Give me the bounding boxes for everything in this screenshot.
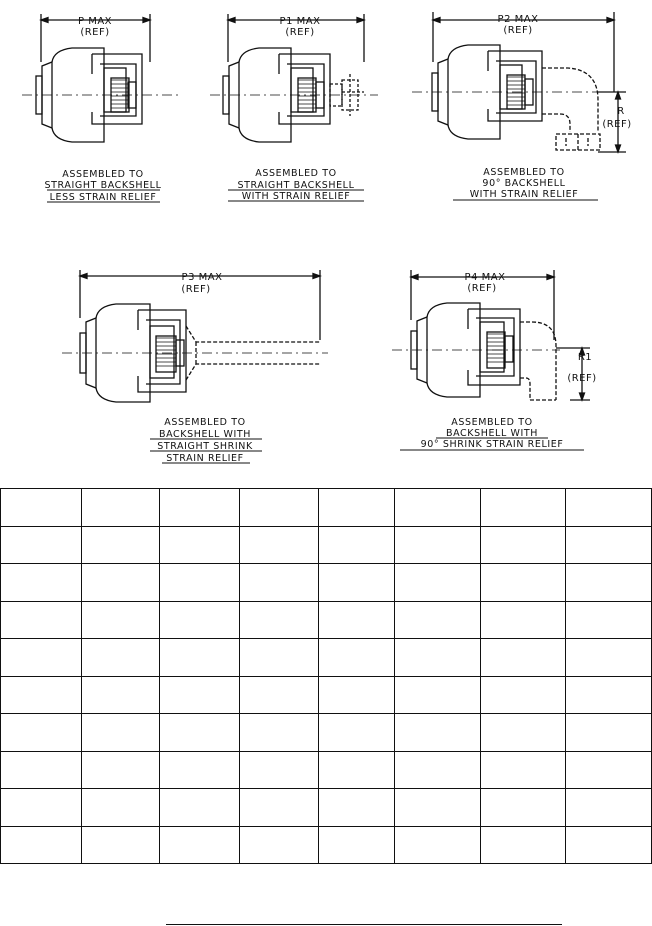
table-cell [160, 789, 240, 827]
table-cell [395, 826, 481, 864]
table-cell [1, 639, 82, 677]
data-table [0, 488, 652, 864]
svg-text:ASSEMBLED TO: ASSEMBLED TO [62, 169, 144, 180]
table-cell [395, 601, 481, 639]
dimension-p3-max [80, 270, 320, 340]
table-cell [82, 564, 160, 602]
table-row [1, 526, 652, 564]
table-cell [82, 751, 160, 789]
table-cell [566, 489, 652, 527]
dim-ref-p2: (REF) [503, 25, 533, 36]
table-cell [481, 601, 566, 639]
table-cell [319, 489, 395, 527]
svg-text:WITH STRAIN RELIEF: WITH STRAIN RELIEF [469, 189, 579, 200]
table-cell [566, 526, 652, 564]
table-cell [481, 789, 566, 827]
svg-text:ASSEMBLED TO: ASSEMBLED TO [483, 167, 565, 178]
footer-rule [166, 924, 562, 925]
table-cell [566, 714, 652, 752]
table-cell [566, 789, 652, 827]
table-cell [160, 751, 240, 789]
connector-body [62, 304, 328, 402]
table-cell [240, 676, 319, 714]
table-row [1, 639, 652, 677]
dimension-p4-max [411, 270, 554, 340]
dimension-p2-max [433, 12, 614, 92]
svg-text:STRAIGHT BACKSHELL: STRAIGHT BACKSHELL [237, 180, 355, 191]
table-cell [395, 639, 481, 677]
dim-label-p4: P4 MAX [464, 272, 506, 283]
dim-label-p3: P3 MAX [181, 272, 223, 283]
svg-text:STRAIGHT BACKSHELL: STRAIGHT BACKSHELL [44, 180, 162, 191]
table-cell [240, 789, 319, 827]
table-cell [319, 639, 395, 677]
table-cell [240, 489, 319, 527]
table-cell [1, 676, 82, 714]
table-cell [566, 639, 652, 677]
table-cell [82, 526, 160, 564]
dim-ref-p1: (REF) [285, 27, 315, 38]
dim-ref-p: (REF) [80, 27, 110, 38]
dimension-p1-max [228, 14, 364, 62]
table-row [1, 789, 652, 827]
caption-view-3 [453, 167, 598, 200]
table-cell [395, 751, 481, 789]
table-cell [481, 564, 566, 602]
table-cell [566, 676, 652, 714]
connector-body [392, 303, 560, 400]
dim-label-p2: P2 MAX [497, 14, 539, 25]
view-90-with-relief [412, 12, 632, 200]
elbow-shrink-sleeve [520, 322, 556, 400]
table-cell [566, 564, 652, 602]
table-cell [160, 639, 240, 677]
table-cell [395, 564, 481, 602]
connector-body [210, 48, 378, 142]
table-row [1, 826, 652, 864]
svg-text:ASSEMBLED TO: ASSEMBLED TO [164, 417, 246, 428]
table-cell [395, 789, 481, 827]
table-cell [319, 714, 395, 752]
svg-text:90° SHRINK STRAIN RELIEF: 90° SHRINK STRAIN RELIEF [420, 439, 564, 450]
table-row [1, 564, 652, 602]
caption-view-1 [45, 169, 162, 203]
dimension-p-max [41, 14, 150, 62]
table-cell [240, 826, 319, 864]
svg-text:90° BACKSHELL: 90° BACKSHELL [482, 178, 566, 189]
dimension-r [598, 92, 632, 152]
table-cell [240, 526, 319, 564]
connector-body [22, 48, 178, 142]
table-row [1, 751, 652, 789]
table-cell [240, 751, 319, 789]
table-cell [160, 826, 240, 864]
table-cell [82, 676, 160, 714]
table-cell [566, 751, 652, 789]
table-cell [481, 526, 566, 564]
connector-body [412, 45, 600, 150]
table-cell [395, 489, 481, 527]
caption-view-2 [228, 168, 364, 202]
table-row [1, 601, 652, 639]
dim-ref-p3: (REF) [181, 284, 211, 295]
table-cell [82, 489, 160, 527]
table-cell [319, 826, 395, 864]
table-cell [395, 714, 481, 752]
svg-text:STRAIGHT SHRINK: STRAIGHT SHRINK [157, 441, 253, 452]
table-cell [481, 714, 566, 752]
table-cell [1, 826, 82, 864]
table-cell [240, 601, 319, 639]
table-cell [82, 789, 160, 827]
table-cell [240, 639, 319, 677]
table-cell [319, 789, 395, 827]
table-cell [160, 714, 240, 752]
table-cell [319, 751, 395, 789]
dim-ref-r: (REF) [602, 119, 632, 130]
dim-ref-r1: (REF) [567, 373, 597, 384]
view-90-shrink [392, 270, 597, 450]
svg-text:STRAIN RELIEF: STRAIN RELIEF [166, 453, 244, 464]
dim-label-p1: P1 MAX [279, 16, 321, 27]
table-cell [566, 601, 652, 639]
table-cell [319, 526, 395, 564]
table-cell [481, 751, 566, 789]
table-cell [160, 489, 240, 527]
table-cell [481, 676, 566, 714]
table-cell [395, 676, 481, 714]
table-cell [82, 714, 160, 752]
dim-label-r1: R1 [577, 352, 593, 363]
table-cell [1, 526, 82, 564]
table-cell [1, 714, 82, 752]
table-cell [1, 751, 82, 789]
table-cell [82, 826, 160, 864]
table-cell [160, 601, 240, 639]
table-cell [1, 489, 82, 527]
table-cell [481, 639, 566, 677]
table-row [1, 489, 652, 527]
svg-text:LESS STRAIN RELIEF: LESS STRAIN RELIEF [49, 192, 157, 203]
table-cell [82, 601, 160, 639]
table-cell [1, 789, 82, 827]
table-cell [1, 564, 82, 602]
view-straight-shrink [62, 270, 328, 464]
dimension-r1 [556, 348, 597, 400]
svg-text:ASSEMBLED TO: ASSEMBLED TO [255, 168, 337, 179]
table-cell [481, 489, 566, 527]
svg-text:WITH STRAIN RELIEF: WITH STRAIN RELIEF [241, 191, 351, 202]
caption-view-4 [150, 417, 262, 464]
table-cell [160, 676, 240, 714]
elbow-backshell [542, 68, 600, 150]
table-cell [240, 564, 319, 602]
table-cell [160, 526, 240, 564]
table-cell [240, 714, 319, 752]
view-straight-with-relief [210, 14, 378, 202]
table-cell [319, 676, 395, 714]
table-row [1, 676, 652, 714]
table-row [1, 714, 652, 752]
table-cell [1, 601, 82, 639]
svg-text:BACKSHELL WITH: BACKSHELL WITH [158, 429, 252, 440]
table-cell [395, 526, 481, 564]
table-cell [160, 564, 240, 602]
table-cell [481, 826, 566, 864]
dim-ref-p4: (REF) [467, 283, 497, 294]
dim-label-r: R [617, 106, 625, 117]
dim-label-p: P MAX [77, 16, 113, 27]
table-cell [319, 564, 395, 602]
table-cell [319, 601, 395, 639]
caption-view-5 [400, 417, 584, 450]
table-cell [566, 826, 652, 864]
svg-text:ASSEMBLED TO: ASSEMBLED TO [451, 417, 533, 428]
table-cell [82, 639, 160, 677]
svg-text:BACKSHELL WITH: BACKSHELL WITH [445, 428, 539, 439]
view-straight-less-relief [22, 14, 178, 203]
